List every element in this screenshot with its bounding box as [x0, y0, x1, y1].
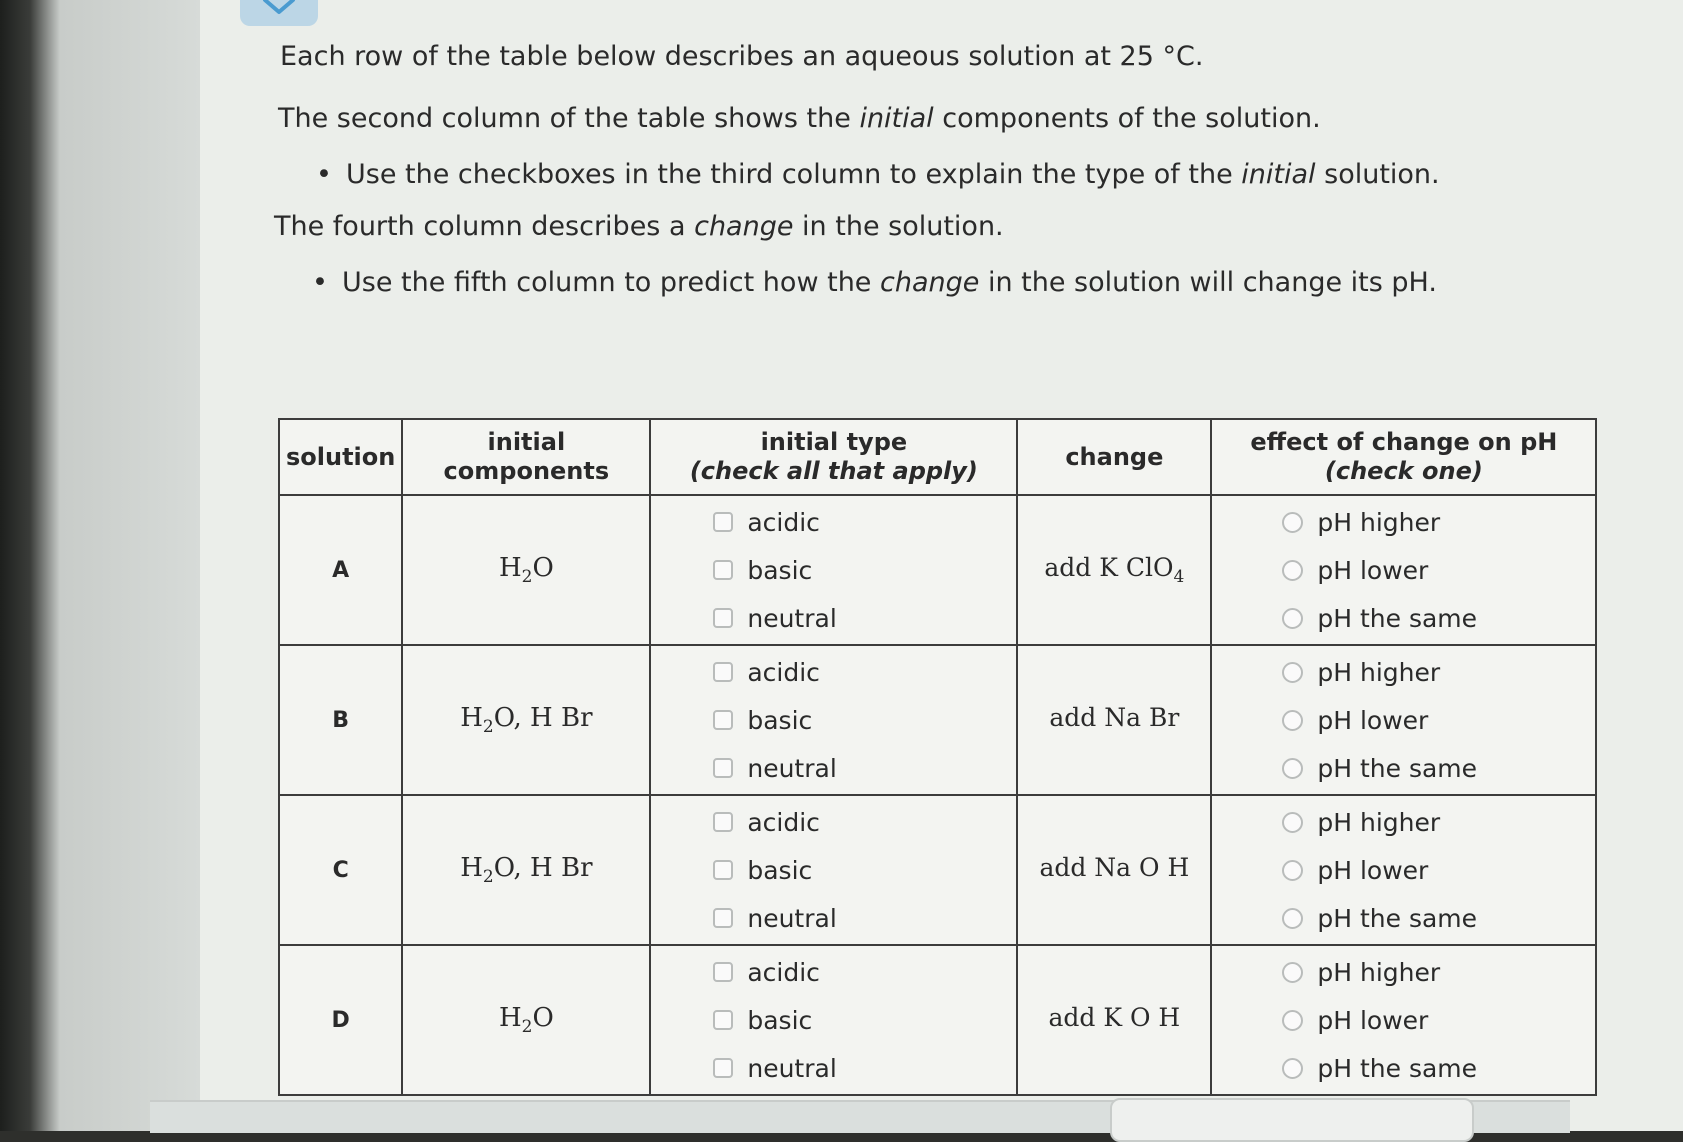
radio-button[interactable]: [1282, 662, 1303, 683]
change-description: add Na Br: [1017, 645, 1211, 795]
option-label: neutral: [747, 903, 837, 933]
initial-components: $H_2O$: [402, 945, 650, 1095]
instruction-bullet-1: • Use the checkboxes in the third column to explain the type of the initial solution.: [346, 158, 1440, 192]
radio-button[interactable]: [1282, 512, 1303, 533]
option-label: basic: [747, 1005, 813, 1035]
checkbox-box[interactable]: [713, 1058, 733, 1078]
effect-options: [1211, 645, 1596, 795]
radio-ph-same[interactable]: [1282, 1044, 1594, 1092]
radio-button[interactable]: [1282, 908, 1303, 929]
option-label: pH the same: [1317, 753, 1478, 783]
intro-line-2: The second column of the table shows the initial components of the solution.: [278, 103, 1321, 134]
radio-button[interactable]: [1282, 1058, 1303, 1079]
option-label: pH higher: [1317, 807, 1441, 837]
solution-label: D: [279, 945, 402, 1095]
checkbox-basic[interactable]: [713, 996, 1015, 1044]
option-label: pH the same: [1317, 603, 1478, 633]
checkbox-neutral[interactable]: [713, 1044, 1015, 1092]
radio-button[interactable]: [1282, 608, 1303, 629]
option-label: pH higher: [1317, 507, 1441, 537]
option-label: pH lower: [1317, 1005, 1429, 1035]
table-row: [279, 495, 1596, 645]
option-label: pH lower: [1317, 555, 1429, 585]
collapse-toggle[interactable]: [240, 0, 318, 26]
radio-ph-same[interactable]: [1282, 594, 1594, 642]
effect-options: [1211, 495, 1596, 645]
radio-ph-lower[interactable]: [1282, 996, 1594, 1044]
solutions-table: [278, 418, 1597, 1096]
option-label: pH lower: [1317, 855, 1429, 885]
initial-type-options: [650, 645, 1017, 795]
initial-type-options: [650, 945, 1017, 1095]
option-label: pH the same: [1317, 1053, 1478, 1083]
table-row: [279, 645, 1596, 795]
intro-line-3: The fourth column describes a change in the solution.: [274, 211, 1004, 242]
checkbox-box[interactable]: [713, 1010, 733, 1030]
option-label: acidic: [747, 807, 820, 837]
option-label: acidic: [747, 957, 820, 987]
checkbox-neutral[interactable]: [713, 894, 1015, 942]
radio-button[interactable]: [1282, 758, 1303, 779]
radio-ph-higher[interactable]: [1282, 498, 1594, 546]
option-label: basic: [747, 855, 813, 885]
checkbox-basic[interactable]: [713, 696, 1015, 744]
radio-ph-lower[interactable]: [1282, 546, 1594, 594]
option-label: pH higher: [1317, 957, 1441, 987]
solution-label: B: [279, 645, 402, 795]
option-label: neutral: [747, 1053, 837, 1083]
checkbox-box[interactable]: [713, 608, 733, 628]
checkbox-neutral[interactable]: [713, 744, 1015, 792]
checkbox-box[interactable]: [713, 560, 733, 580]
header-solution: solution: [279, 419, 402, 495]
radio-ph-same[interactable]: [1282, 744, 1594, 792]
initial-components: $H_2O$, H Br: [402, 795, 650, 945]
change-description: add Na O H: [1017, 795, 1211, 945]
checkbox-box[interactable]: [713, 512, 733, 532]
header-effect: effect of change on pH (check one): [1211, 419, 1596, 495]
table-row: [279, 795, 1596, 945]
option-label: neutral: [747, 753, 837, 783]
option-label: pH lower: [1317, 705, 1429, 735]
radio-ph-higher[interactable]: [1282, 798, 1594, 846]
checkbox-box[interactable]: [713, 662, 733, 682]
checkbox-box[interactable]: [713, 860, 733, 880]
intro-line-1: Each row of the table below describes an aqueous solution at 25 °C.: [280, 41, 1204, 72]
checkbox-basic[interactable]: [713, 846, 1015, 894]
header-change: change: [1017, 419, 1211, 495]
checkbox-box[interactable]: [713, 962, 733, 982]
option-label: acidic: [747, 657, 820, 687]
radio-button[interactable]: [1282, 560, 1303, 581]
checkbox-box[interactable]: [713, 758, 733, 778]
radio-ph-same[interactable]: [1282, 894, 1594, 942]
radio-ph-lower[interactable]: [1282, 846, 1594, 894]
effect-options: [1211, 945, 1596, 1095]
radio-ph-higher[interactable]: [1282, 948, 1594, 996]
option-label: pH the same: [1317, 903, 1478, 933]
checkbox-acidic[interactable]: [713, 648, 1015, 696]
chevron-down-icon: [259, 0, 299, 16]
bottom-action-button[interactable]: [1110, 1098, 1474, 1142]
option-label: basic: [747, 555, 813, 585]
change-description: add K O H: [1017, 945, 1211, 1095]
radio-ph-lower[interactable]: [1282, 696, 1594, 744]
checkbox-box[interactable]: [713, 710, 733, 730]
initial-components: $H_2O$: [402, 495, 650, 645]
radio-button[interactable]: [1282, 710, 1303, 731]
table-row: [279, 945, 1596, 1095]
instruction-bullet-2: • Use the fifth column to predict how the change in the solution will change its pH.: [342, 266, 1437, 300]
option-label: basic: [747, 705, 813, 735]
effect-options: [1211, 795, 1596, 945]
change-description: add K ClO$_4$: [1017, 495, 1211, 645]
checkbox-acidic[interactable]: [713, 498, 1015, 546]
header-initial-type: initial type (check all that apply): [650, 419, 1017, 495]
checkbox-neutral[interactable]: [713, 594, 1015, 642]
initial-type-options: [650, 495, 1017, 645]
radio-button[interactable]: [1282, 962, 1303, 983]
left-margin: [0, 0, 200, 1131]
radio-button[interactable]: [1282, 812, 1303, 833]
option-label: pH higher: [1317, 657, 1441, 687]
option-label: acidic: [747, 507, 820, 537]
option-label: neutral: [747, 603, 837, 633]
header-components: initial components: [402, 419, 650, 495]
checkbox-box[interactable]: [713, 908, 733, 928]
initial-components: $H_2O$, H Br: [402, 645, 650, 795]
solution-label: A: [279, 495, 402, 645]
checkbox-acidic[interactable]: [713, 948, 1015, 996]
radio-ph-higher[interactable]: [1282, 648, 1594, 696]
initial-type-options: [650, 795, 1017, 945]
checkbox-acidic[interactable]: [713, 798, 1015, 846]
radio-button[interactable]: [1282, 860, 1303, 881]
checkbox-basic[interactable]: [713, 546, 1015, 594]
solution-label: C: [279, 795, 402, 945]
checkbox-box[interactable]: [713, 812, 733, 832]
radio-button[interactable]: [1282, 1010, 1303, 1031]
table-header-row: [279, 419, 1596, 495]
question-panel: [200, 0, 1683, 1131]
